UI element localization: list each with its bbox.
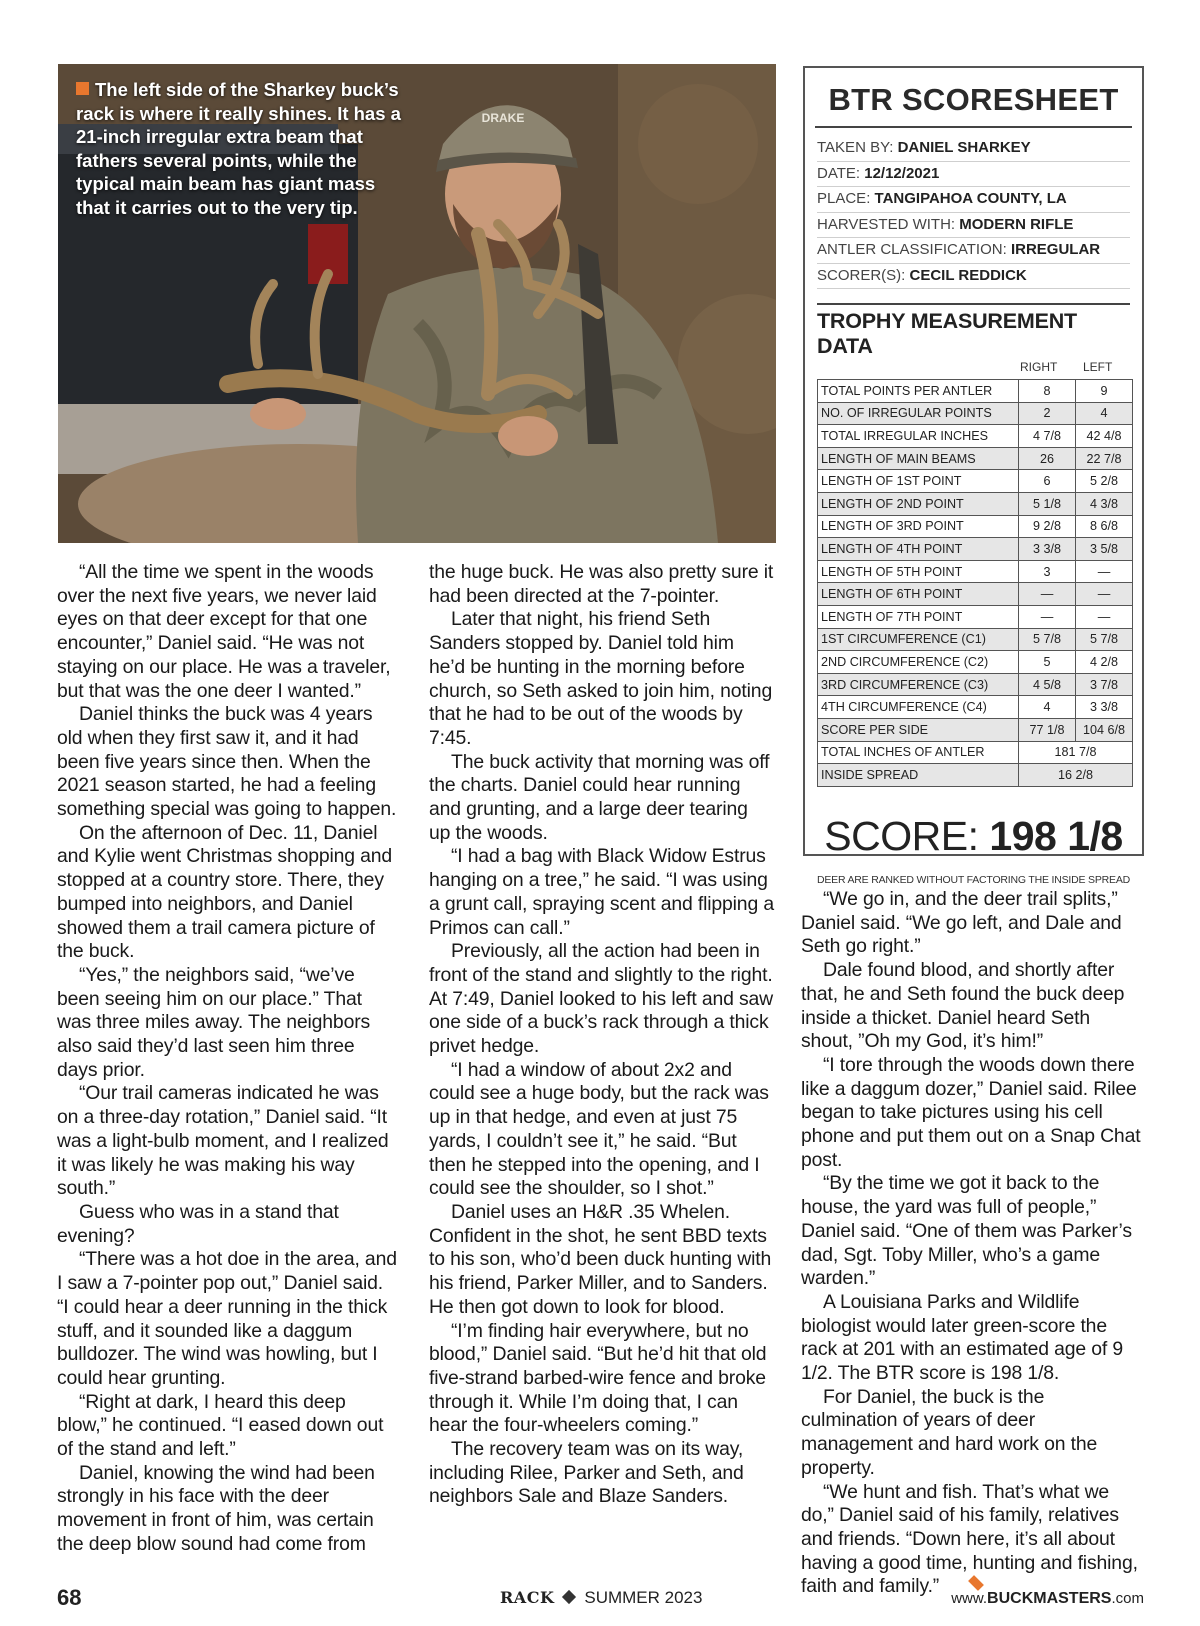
paragraph bbox=[57, 822, 397, 964]
paragraph: the huge buck. He was also pretty sure it had been directed at the 7-pointer. bbox=[429, 561, 774, 607]
info-label: ANTLER CLASSIFICATION: bbox=[817, 241, 1007, 258]
scoresheet-note: DEER ARE RANKED WITHOUT FACTORING THE INSIDE SPREAD bbox=[816, 873, 1131, 886]
scoresheet-title: BTR SCORESHEET bbox=[828, 82, 1119, 117]
paragraph bbox=[429, 1059, 774, 1201]
measurement-label: 3RD CIRCUMFERENCE (C3) bbox=[818, 673, 1019, 696]
btr-scoresheet bbox=[803, 66, 1144, 886]
measurement-left: 104 6/8 bbox=[1076, 718, 1133, 741]
measurement-left: 5 2/8 bbox=[1076, 470, 1133, 493]
measurement-right: 5 bbox=[1019, 651, 1076, 674]
measurement-left: 5 7/8 bbox=[1076, 628, 1133, 651]
paragraph bbox=[429, 940, 774, 1059]
measurement-right: 9 2/8 bbox=[1019, 515, 1076, 538]
paragraph-text: For Daniel, the buck is the culmination of years of deer management and hard work on the property. bbox=[801, 1385, 1098, 1479]
measurement-left: 9 bbox=[1076, 380, 1133, 403]
paragraph bbox=[801, 1054, 1144, 1173]
measurement-label: LENGTH OF 2ND POINT bbox=[818, 492, 1019, 515]
caption-marker-icon bbox=[76, 82, 89, 95]
hat-logo-text: DRAKE bbox=[481, 111, 525, 125]
measurement-left: — bbox=[1076, 605, 1133, 628]
measurement-right: 8 bbox=[1019, 380, 1076, 403]
measurement-column-headers bbox=[817, 359, 1130, 375]
measurement-label: LENGTH OF 4TH POINT bbox=[818, 538, 1019, 561]
measurement-label: TOTAL IRREGULAR INCHES bbox=[818, 425, 1019, 448]
measurement-left: 3 3/8 bbox=[1076, 696, 1133, 719]
paragraph bbox=[429, 1438, 774, 1509]
paragraph bbox=[57, 1201, 397, 1248]
inside-spread-row bbox=[818, 764, 1133, 787]
measurement-label: LENGTH OF 7TH POINT bbox=[818, 605, 1019, 628]
measurement-left: 4 bbox=[1076, 402, 1133, 425]
paragraph bbox=[57, 1462, 397, 1557]
measurement-label: 1ST CIRCUMFERENCE (C1) bbox=[818, 628, 1019, 651]
measurement-row bbox=[818, 718, 1133, 741]
info-value: 12/12/2021 bbox=[864, 164, 940, 182]
paragraph-text: Previously, all the action had been in front of the stand and slightly to the right. At 7:49, Daniel looked to his left and saw one side of a buck’s rack through a thick privet hedge. bbox=[429, 940, 774, 1058]
measurement-left: 3 7/8 bbox=[1076, 673, 1133, 696]
measurement-left: 42 4/8 bbox=[1076, 425, 1133, 448]
paragraph-text: “We go in, and the deer trail splits,” Daniel said. “We go left, and Dale and Seth go right.” bbox=[801, 888, 1122, 958]
paragraph-text: “I tore through the woods down there like a daggum dozer,” Daniel said. Rilee began to take pictures using his cell phone and put them out on a Snap Chat post. bbox=[801, 1053, 1141, 1171]
info-label: SCORER(S): bbox=[817, 266, 906, 284]
measurement-right: 3 3/8 bbox=[1019, 538, 1076, 561]
measurement-label: LENGTH OF MAIN BEAMS bbox=[818, 447, 1019, 470]
measurement-label: 2ND CIRCUMFERENCE (C2) bbox=[818, 651, 1019, 674]
measurement-left: 4 2/8 bbox=[1076, 651, 1133, 674]
paragraph-text: “We hunt and fish. That’s what we do,” Daniel said of his family, relatives and friends. “Down here, it’s all about having a good time, hunting and fishing, faith and family.” bbox=[801, 1480, 1138, 1598]
measurement-right: 4 5/8 bbox=[1019, 673, 1076, 696]
total-inches-value: 181 7/8 bbox=[1019, 741, 1133, 764]
paragraph-text: “All the time we spent in the woods over the next five years, we never laid eyes on that deer except for that one encounter,” Daniel said. “He was not staying on our place. He was a traveler, but that was the one deer I wanted.” bbox=[57, 561, 391, 702]
site-suffix: .com bbox=[1111, 1590, 1144, 1607]
info-row bbox=[817, 264, 1130, 290]
paragraph bbox=[57, 1082, 397, 1201]
paragraph-text: “I had a bag with Black Widow Estrus hanging on a tree,” he said. “I was using a grunt call, spraying scent and flipping a Primos can call.” bbox=[429, 845, 774, 939]
diamond-icon bbox=[562, 1590, 576, 1604]
paragraph bbox=[57, 561, 397, 703]
info-value: IRREGULAR bbox=[1010, 241, 1101, 258]
score-value: 198 1/8 bbox=[989, 812, 1123, 859]
website-link[interactable] bbox=[951, 1590, 1144, 1608]
info-label: PLACE: bbox=[817, 190, 871, 207]
paragraph bbox=[801, 888, 1144, 959]
total-inches-label: TOTAL INCHES OF ANTLER bbox=[818, 741, 1019, 764]
measurement-title: TROPHY MEASUREMENT DATA bbox=[817, 303, 1130, 359]
paragraph bbox=[57, 1248, 397, 1390]
paragraph-text: “There was a hot doe in the area, and I saw a 7-pointer pop out,” Daniel said. “I could hear a deer running in the thick stuff, and it sounded like a daggum bulldozer. The wind was howling, but I could hear grunting. bbox=[57, 1248, 397, 1389]
measurement-row bbox=[818, 651, 1133, 674]
measurement-row bbox=[818, 492, 1133, 515]
paragraph bbox=[801, 1172, 1144, 1291]
paragraph-text: “Yes,” the neighbors said, “we’ve been seeing him on our place.” That was three miles away. The neighbors also said they’d last seen him three days prior. bbox=[57, 963, 371, 1081]
measurement-row bbox=[818, 538, 1133, 561]
measurement-label: LENGTH OF 5TH POINT bbox=[818, 560, 1019, 583]
paragraph-text: Daniel thinks the buck was 4 years old when they first saw it, and it had been five years since then. When the 2021 season started, he had a feeling something special was going to happen. bbox=[57, 703, 397, 821]
measurement-right: 3 bbox=[1019, 560, 1076, 583]
paragraph-text: “By the time we got it back to the house, the yard was full of people,” Daniel said. “One of them was Parker’s dad, Sgt. Toby Miller, who’s a game warden.” bbox=[801, 1172, 1132, 1290]
info-value: CECIL REDDICK bbox=[909, 266, 1027, 284]
measurement-left: — bbox=[1076, 583, 1133, 606]
paragraph bbox=[429, 608, 774, 750]
left-column-header: LEFT bbox=[1083, 360, 1113, 374]
measurement-right: 4 7/8 bbox=[1019, 425, 1076, 448]
measurement-left: 3 5/8 bbox=[1076, 538, 1133, 561]
measurement-label: LENGTH OF 1ST POINT bbox=[818, 470, 1019, 493]
right-column-header: RIGHT bbox=[1020, 360, 1058, 374]
measurement-row bbox=[818, 380, 1133, 403]
measurement-row bbox=[818, 628, 1133, 651]
measurement-row bbox=[818, 402, 1133, 425]
paragraph-text: Later that night, his friend Seth Sanders stopped by. Daniel told him he’d be hunting in the morning before church, so Seth asked to join him, noting that he had to be out of the woods by 7:45. bbox=[429, 608, 773, 749]
score-label: SCORE: bbox=[824, 812, 979, 859]
measurement-left: 22 7/8 bbox=[1076, 447, 1133, 470]
measurement-right: — bbox=[1019, 605, 1076, 628]
paragraph bbox=[57, 964, 397, 1083]
measurement-row bbox=[818, 515, 1133, 538]
measurement-row bbox=[818, 560, 1133, 583]
measurement-right: 5 1/8 bbox=[1019, 492, 1076, 515]
paragraph-text: “I’m finding hair everywhere, but no blood,” Daniel said. “But he’d hit that old five-strand barbed-wire fence and broke through it. While I’m doing that, I can hear the four-wheelers coming.” bbox=[429, 1319, 767, 1437]
article-column-2 bbox=[429, 561, 774, 1509]
article-column-3 bbox=[801, 888, 1144, 1599]
hunter-photo bbox=[58, 64, 776, 543]
page-number: 68 bbox=[57, 1585, 82, 1610]
total-inches-row bbox=[818, 741, 1133, 764]
paragraph-text: “Our trail cameras indicated he was on a three-day rotation,” Daniel said. “It was a light-bulb moment, and I realized it was likely he was making his way south.” bbox=[57, 1082, 389, 1200]
measurement-table bbox=[817, 379, 1133, 787]
measurement-row bbox=[818, 447, 1133, 470]
measurement-row bbox=[818, 673, 1133, 696]
photo-caption bbox=[76, 78, 406, 219]
measurement-right: 26 bbox=[1019, 447, 1076, 470]
paragraph bbox=[801, 1386, 1144, 1481]
measurement-label: 4TH CIRCUMFERENCE (C4) bbox=[818, 696, 1019, 719]
site-brand: BUCKMASTERS bbox=[987, 1590, 1112, 1607]
paragraph bbox=[429, 845, 774, 940]
measurement-row bbox=[818, 470, 1133, 493]
issue-label: SUMMER 2023 bbox=[584, 1588, 703, 1607]
measurement-row bbox=[818, 425, 1133, 448]
measurement-label: TOTAL POINTS PER ANTLER bbox=[818, 380, 1019, 403]
info-row bbox=[817, 187, 1130, 213]
paragraph bbox=[57, 703, 397, 822]
paragraph-text: The buck activity that morning was off the charts. Daniel could hear running and grunting, and a large deer tearing up the woods. bbox=[429, 750, 770, 844]
info-value: MODERN RIFLE bbox=[959, 215, 1074, 233]
paragraph bbox=[429, 1320, 774, 1439]
inside-spread-label: INSIDE SPREAD bbox=[818, 764, 1019, 787]
measurement-right: 5 7/8 bbox=[1019, 628, 1076, 651]
measurement-right: — bbox=[1019, 583, 1076, 606]
info-value: TANGIPAHOA COUNTY, LA bbox=[874, 190, 1067, 207]
paragraph-text: A Louisiana Parks and Wildlife biologist would later green-score the rack at 201 with an estimated age of 9 1/2. The BTR score is 198 1/8. bbox=[801, 1290, 1123, 1385]
paragraph bbox=[429, 751, 774, 846]
info-label: HARVESTED WITH: bbox=[817, 215, 956, 233]
measurement-label: SCORE PER SIDE bbox=[818, 718, 1019, 741]
paragraph-text: “I had a window of about 2x2 and could see a huge body, but the rack was up in that hedge, and even at just 75 yards, I couldn’t see it,” he said. “But then he stepped into the opening, and I could see the shoulder, so I shot.” bbox=[429, 1058, 769, 1200]
measurement-row bbox=[818, 605, 1133, 628]
measurement-label: NO. OF IRREGULAR POINTS bbox=[818, 402, 1019, 425]
info-row bbox=[817, 213, 1130, 239]
measurement-label: LENGTH OF 6TH POINT bbox=[818, 583, 1019, 606]
measurement-right: 2 bbox=[1019, 402, 1076, 425]
site-prefix: www. bbox=[951, 1590, 988, 1607]
inside-spread-value: 16 2/8 bbox=[1019, 764, 1133, 787]
article-column-1 bbox=[57, 561, 397, 1557]
measurement-right: 77 1/8 bbox=[1019, 718, 1076, 741]
info-label: TAKEN BY: bbox=[817, 139, 894, 156]
magazine-name: RACK bbox=[500, 1588, 555, 1607]
info-row bbox=[817, 136, 1130, 162]
paragraph-text: The recovery team was on its way, including Rilee, Parker and Seth, and neighbors Sale and Blaze Sanders. bbox=[429, 1438, 744, 1508]
measurement-right: 4 bbox=[1019, 696, 1076, 719]
measurement-left: — bbox=[1076, 560, 1133, 583]
paragraph-text: Guess who was in a stand that evening? bbox=[57, 1200, 339, 1247]
paragraph-text: “Right at dark, I heard this deep blow,” he continued. “I eased down out of the stand and left.” bbox=[57, 1390, 384, 1461]
paragraph bbox=[57, 1391, 397, 1462]
measurement-left: 4 3/8 bbox=[1076, 492, 1133, 515]
paragraph bbox=[429, 1201, 774, 1320]
paragraph-text: Daniel uses an H&R .35 Whelen. Confident in the shot, he sent BBD texts to his son, who’d been duck hunting with his friend, Parker Miller, and to Sanders. He then got down to look for blood. bbox=[429, 1200, 772, 1318]
paragraph-text: On the afternoon of Dec. 11, Daniel and Kylie went Christmas shopping and stopped at a country store. There, they bumped into neighbors, and Daniel showed them a trail camera picture of the buck. bbox=[57, 821, 393, 963]
measurement-left: 8 6/8 bbox=[1076, 515, 1133, 538]
info-label: DATE: bbox=[817, 164, 861, 182]
paragraph-text: Dale found blood, and shortly after that, he and Seth found the buck deep inside a thicket. Daniel heard Seth shout, ”Oh my God, it’s him!” bbox=[801, 959, 1125, 1053]
measurement-row bbox=[818, 696, 1133, 719]
caption-text: The left side of the Sharkey buck’s rack is where it really shines. It has a 21-inch irregular extra beam that fathers several points, while the typical main beam has giant mass that it carries out to the very tip. bbox=[76, 79, 401, 218]
measurement-label: LENGTH OF 3RD POINT bbox=[818, 515, 1019, 538]
scoresheet-info bbox=[805, 128, 1142, 289]
final-score bbox=[805, 813, 1142, 860]
paragraph bbox=[801, 1481, 1144, 1600]
info-row bbox=[817, 238, 1130, 264]
measurement-row bbox=[818, 583, 1133, 606]
info-row bbox=[817, 162, 1130, 188]
info-value: DANIEL SHARKEY bbox=[897, 139, 1031, 156]
paragraph-text: Daniel, knowing the wind had been strongly in his face with the deer movement in front of him, was certain the deep blow sound had come from bbox=[57, 1461, 375, 1555]
measurement-right: 6 bbox=[1019, 470, 1076, 493]
magazine-issue bbox=[500, 1588, 702, 1608]
page-footer bbox=[0, 1585, 1200, 1615]
paragraph bbox=[801, 959, 1144, 1054]
paragraph bbox=[801, 1291, 1144, 1386]
